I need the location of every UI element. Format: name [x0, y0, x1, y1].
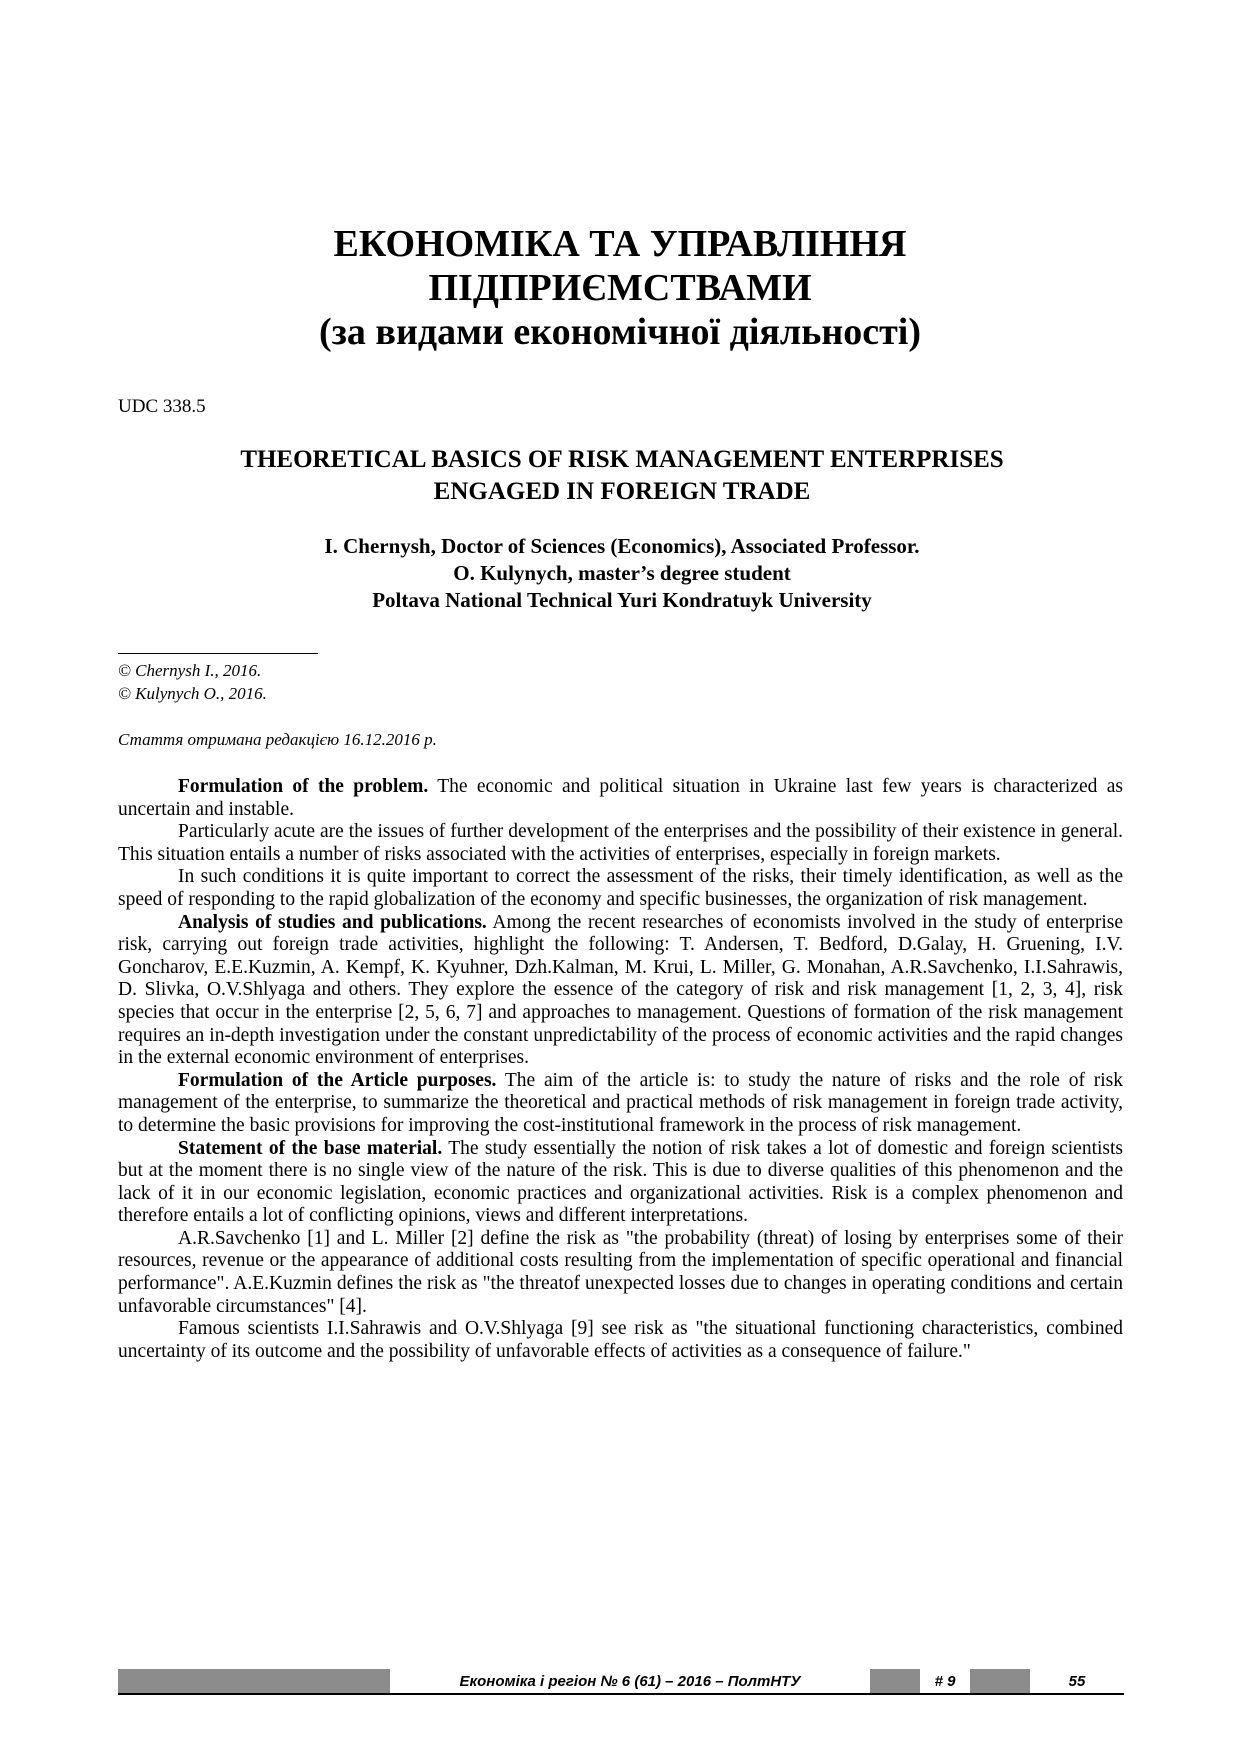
paragraph-lead: Analysis of studies and publications. — [178, 911, 487, 933]
paragraph — [118, 1070, 1123, 1138]
footer-gray-bar — [118, 1669, 390, 1693]
paragraph — [118, 1228, 1123, 1318]
udc-code: UDC 338.5 — [118, 396, 206, 417]
section-heading-line1: ЕКОНОМІКА ТА УПРАВЛІННЯ — [333, 223, 907, 265]
article-title — [140, 444, 1104, 508]
paragraph-lead: Formulation of the Article purposes. — [178, 1069, 497, 1091]
received-date: Стаття отримана редакцією 16.12.2016 р. — [118, 730, 437, 749]
paragraph — [118, 821, 1123, 866]
paragraph-text: Particularly acute are the issues of further development of the enterprises and the possibility of their existence in general. This situation entails a number of risks associated with the activities of enterprises, especially in foreign markets. — [118, 821, 1123, 865]
section-heading — [240, 222, 1000, 354]
footer-issue: # 9 — [920, 1669, 970, 1693]
section-heading-line3: (за видами економічної діяльності) — [319, 311, 921, 353]
footer-gray-bar — [870, 1669, 920, 1693]
footer-gray-bar — [970, 1669, 1030, 1693]
article-title-line2: ENGAGED IN FOREIGN TRADE — [433, 478, 811, 505]
paragraph-text: In such conditions it is quite important to correct the assessment of the risks, their timely identification, as well as the speed of responding to the rapid globalization of the economy and specific businesses, the organization of risk management. — [118, 866, 1123, 910]
authors-block — [140, 533, 1104, 614]
author-1: I. Chernysh, Doctor of Sciences (Economics), Associated Professor. — [324, 534, 920, 558]
page-footer — [118, 1669, 1124, 1695]
footnote-divider — [118, 653, 318, 654]
paragraph-text: Among the recent researches of economists involved in the study of enterprise risk, carrying out foreign trade activities, highlight the following: T. Andersen, T. Bedford, D.Galay, H. Gruening, I.V. Goncharov, E.E.Kuzmin, A. Kempf, K. Kyuhner, Dzh.Kalman, M. Krui, L. Miller, G. Monahan, A.R.Savchenko, I.I.Sahrawis, D. Slivka, O.V.Shlyaga and others. They explore the essence of the category of risk and risk management [1, 2, 3, 4], risk species that occur in the enterprise [2, 5, 6, 7] and approaches to management. Questions of formation of the risk management requires an in-depth investigation under the constant unpredictability of the process of economic activities and the rapid changes in the external economic environment of enterprises. — [118, 911, 1123, 1069]
paragraph-lead: Formulation of the problem. — [178, 776, 429, 797]
copyright-block — [118, 659, 267, 705]
paragraph-text: The aim of the article is: to study the nature of risks and the role of risk management of the enterprise, to summarize the theoretical and practical methods of risk management in foreign trade activity, to determine the basic provisions for improving the cost-institutional framework in the process of risk management. — [118, 1069, 1123, 1136]
copyright-line1: © Chernysh I., 2016. — [118, 661, 262, 680]
paragraph-lead: Statement of the base material. — [178, 1137, 443, 1159]
paragraph — [118, 912, 1123, 1070]
footer-journal: Економіка і регіон № 6 (61) – 2016 – ПолтНТУ — [390, 1669, 870, 1693]
paragraph-text: A.R.Savchenko [1] and L. Miller [2] define the risk as "the probability (threat) of losing by enterprises some of their resources, revenue or the appearance of additional costs resulting from the implementation of specific operational and financial performance". A.E.Kuzmin defines the risk as "the threatof unexpected losses due to changes in operating conditions and certain unfavorable circumstances" [4]. — [118, 1227, 1123, 1317]
affiliation: Poltava National Technical Yuri Kondratuyk University — [372, 588, 872, 612]
paragraph-text: The economic and political situation in Ukraine last few years is characterized as uncertain and instable. — [118, 776, 1123, 820]
paragraph — [118, 866, 1123, 911]
copyright-line2: © Kulynych O., 2016. — [118, 684, 267, 703]
paragraph — [118, 1318, 1123, 1363]
paragraph — [118, 1138, 1123, 1228]
section-heading-line2: ПІДПРИЄМСТВАМИ — [428, 267, 812, 309]
article-title-line1: THEORETICAL BASICS OF RISK MANAGEMENT ENTERPRISES — [240, 446, 1004, 473]
paragraph — [118, 776, 1123, 821]
paragraph-text: The study essentially the notion of risk takes a lot of domestic and foreign scientists but at the moment there is no single view of the nature of the risk. This is due to diverse qualities of this phenomenon and the lack of it in our economic legislation, economic practices and organizational activities. Risk is a complex phenomenon and therefore entails a lot of conflicting opinions, views and different interpretations. — [118, 1137, 1123, 1227]
article-body — [118, 776, 1123, 1363]
author-2: O. Kulynych, master’s degree student — [453, 561, 791, 585]
paragraph-text: Famous scientists I.I.Sahrawis and O.V.Shlyaga [9] see risk as "the situational functioning characteristics, combined uncertainty of its outcome and the possibility of unfavorable effects of activities as a consequence of failure." — [118, 1318, 1123, 1362]
footer-page-number: 55 — [1030, 1669, 1124, 1693]
